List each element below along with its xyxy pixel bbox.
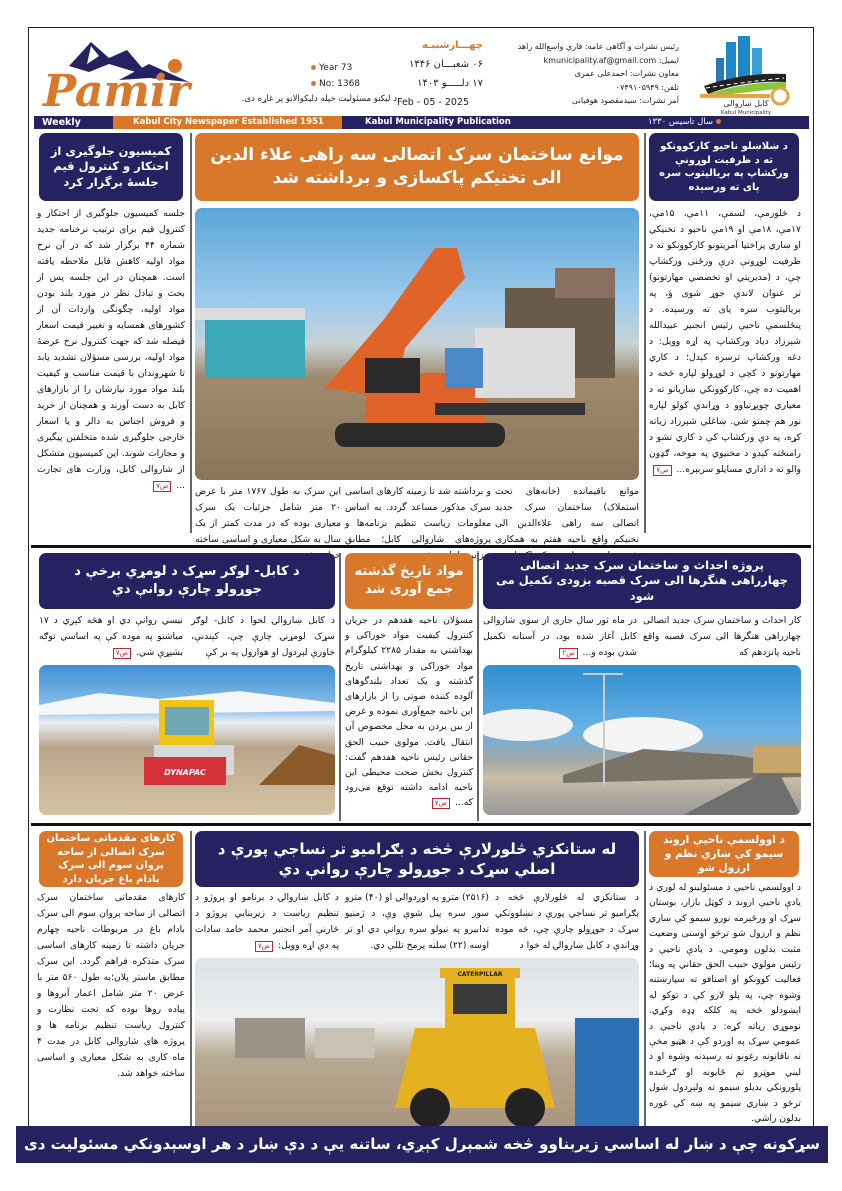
photo-road-roller — [39, 665, 335, 815]
headline-hangarha-road[interactable]: پروژه احداث و ساختمان سرک جدید اتصالی چهارراهی هنگرها الی سرک قصبه بزودی تکمیل می شود — [483, 553, 801, 609]
dates — [397, 36, 483, 112]
section-divider — [31, 545, 811, 548]
column-divider — [190, 831, 192, 1141]
page-ref-badge[interactable]: ص۷ — [255, 941, 273, 952]
roller-brand-label: DYNAPAC — [164, 768, 206, 777]
kabul-municipality-logo — [694, 34, 799, 116]
headline-commission[interactable]: کمیسیون جلوگیری از احتکار و کنترول قیم جلسهٔ برگزار کرد — [39, 133, 183, 201]
photo-grader — [195, 958, 639, 1138]
article-workshop-body — [649, 206, 801, 536]
headline-kabul-logar[interactable]: د کابل- لوګر سړک د لومړي برخې د جوړولو چارې روانې دي — [39, 553, 335, 609]
headline-parwan-road[interactable]: کارهای مقدماتی ساختمان سرک اتصالی از ساحه پروان سوم الی سرک بادام باغ جریان دارد — [39, 831, 183, 887]
headline-workshop[interactable]: د ښلاښلو ناحیو کارکوونکو ته د ظرفیت لوړونې ورکشاپ په بریالیتوب سره پای ته ورسېده — [649, 133, 799, 201]
founded-label: سال تاسیس ۱۳۳۰ — [648, 116, 721, 129]
article-text: د کابل ښاروالۍ د برنامو او پروژو د تنظیم ریاست د زیربنایي پروژو د څارنې آمر انجنیر محمد حامد سادات په دې اړه وویل: — [195, 892, 339, 951]
headline-district-17[interactable]: د اوولسمې ناحیې اروند سیمو کې ښاري نظم و ارزول شو — [649, 831, 799, 877]
logo-text-fa: کابل ښاروالی — [723, 99, 769, 108]
publication-label — [342, 116, 809, 129]
hangarha-col-2 — [483, 613, 637, 663]
stanakzai-col-1: د ستانکزي له څلورلارې څخه د بګرامیو تر نساجي پورې د نښلوونکي سړک د جوړولو چارې چې، څه موده وړاندې د کابل ښاروالۍ له خوا د — [495, 892, 639, 951]
credit-line: رئیس نشرات و آگاهی عامه: قاري واسع‌الله زاهد — [517, 42, 679, 51]
grader-brand-label: CATERPILLAR — [457, 971, 503, 978]
page-ref-badge[interactable]: ص۷ — [113, 648, 131, 659]
column-divider — [644, 831, 646, 1141]
page-ref-badge[interactable]: ص۷ — [653, 465, 671, 476]
credit-line: معاون نشرات: احمدعلی عمری — [574, 69, 679, 78]
article-expired-goods-body — [345, 613, 473, 818]
column-divider — [644, 133, 646, 533]
publication-text: Kabul Municipality Publication — [365, 117, 511, 127]
stanakzai-col-2: (۲۵۱۶) مترو په اوږدوالي او (۴۰) مترو سور سره پیل شوې وې، د ژمنیو تدابیرو په نیولو سره روانې دي او تر اوسه (۲۲) سلنه پرمخ تللې دي. — [345, 892, 489, 951]
footer-slogan-band: سړکونه چې د ښار له اساسي زیربناوو څخه شمېرل کېږي، ساتنه یې د دې ښار د هر اوسېدونکي مسئولیت دی — [16, 1126, 828, 1163]
brand-text: Pamir — [43, 66, 190, 114]
article-text: نیسي روانې دي او هڅه کېږي د ۱۷ میاشتو په موده کې په اساسي توګه بشپړې شي. — [39, 615, 183, 658]
issue-meta — [311, 60, 360, 92]
page-ref-badge[interactable]: ص۷ — [153, 481, 171, 492]
gregorian-date: Feb - 05 - 2025 — [397, 97, 470, 108]
hijri-date: ۰۶ شعبـــان ۱۴۴۶ — [409, 59, 483, 70]
hangarha-col-1: کار احداث و ساختمان سرک جدید اتصالی چهارراهی هنگرها الی سرک قصبه واقع ناحیه پانزدهم که — [643, 615, 801, 658]
column-divider — [190, 133, 192, 533]
credits — [499, 40, 679, 108]
disclaimer: د لیکنو مسئولیت خپله دلیکوالانو پر غاړه دی. — [241, 94, 397, 104]
kabul-logar-col-1: د کابل ښاروالۍ لخوا د کابل- لوګر سړک لومړنۍ چارې چې، کېندنې، خاورې لېږدول او هوارول په بر کې — [191, 615, 335, 658]
article-text: مسؤلان ناحیه هفدهم در جریان کنترول کیفیت مواد خوراکی و بهداشتي به مقدار ۲۲۸۵ کیلوگرام مواد خوراکی و بهداشتی تاریخ گذشته و یک تعداد بلندگوهای آلوده کننده صوتی را از بازارهای این ناحیه جمع‌آوری نموده و غرض از بین بردن به محل مخصوص آن انتقال یافت. مولوی حبیب الحق حقانی رئیس ناحیه هفدهم گفت: کنترول بخش صحت محیطی این ناحیه ادامه داشته توقع می‌رود که... — [345, 615, 473, 809]
masthead — [29, 28, 812, 116]
year: Year 73 — [319, 63, 353, 73]
bullet-icon — [311, 65, 316, 70]
weekly-label: Weekly — [34, 116, 113, 129]
solar-date: ۱۷ دلـــــو ۱۴۰۳ — [417, 78, 483, 89]
article-text: د څلورمې، لسمې، ۱۱مې، ۱۵مې، ۱۷مې، ۱۸مې او ۱۹مې ناحیو د تخنیکي او ښاري پراختیا آمریتونو کارکوونکو ته د ظرفیت لوړونې درې ورځنی ورکشاپ چې، د (مدیریتي او تخصصي مهارتونو) تر عنوان لاندې جوړ شوی ؤ، په بریالیتوب سره پای ته ورسېده. د پنځلسمې ناحیې رئیس انجنیر عبیدالله شېرزاد دیاد ورکشاپ په اړه وویل: د دغه ورکشاپ ترسره کېدل؛ د کاري مهارتونو د کچې د لوړولو لپاره څخه د اهمیت ده چې، کارکوونکي ښاریانو ته د معیاري چوپړتیاوو د وړاندې کولو لپاره نور هم چمتو شي. ښاغلي شېرزاد زیاته کړه، په دې ورکشاپ کې د کاري تشو د رامنځته کېدو د مخنیوي په موخه، ګډون والو ته د اداري مسایلو سربېره... — [649, 208, 801, 475]
bullet-icon — [311, 81, 316, 86]
column-divider — [339, 553, 341, 821]
section-divider — [31, 823, 811, 826]
article-parwan-body: کارهای مقدماتی ساختمان سرک اتصالی از ساحه پروان سوم الی سرک بادام باغ در مربوطات ناحیه چهارم جریان داشته تا زمینه کارهای اساسی سرک متذکره فراهم گردد. این سرک مطابق ماستر پلان؛به طول ۵۶۰ متر با عرض ۲۰ متر شامل اعمار آبروها و پیاده روها بوده که تحت نظارت و کنترول ریاست تنظیم برنامه ها و پروژه های شاروالی کابل در مدت ۴ ماه کاری به شکل معیاری و اساسی ساخته خواهد شد. — [37, 892, 185, 1079]
lead-headline[interactable]: موانع ساختمان سرک اتصالی سه راهی علاء الدین الی تخنیکم پاکسازی و برداشته شد — [195, 133, 639, 201]
kabul-logar-col-2 — [39, 613, 183, 663]
page-ref-badge[interactable]: ص۷ — [432, 798, 450, 809]
road-illustration — [483, 665, 801, 815]
stanakzai-col-3 — [195, 890, 339, 954]
logo-text-en: Kabul Municipality — [720, 110, 772, 116]
headline-stanakzai-road[interactable]: له ستانکزي څلورلارې څخه د بګرامیو تر نساجي پورې د اصلي سړک د جوړولو چارې روانې دي — [195, 831, 639, 887]
article-commission-body — [37, 206, 185, 536]
article-district-17-body: د اوولسمې ناحیې د مسئولینو له لوري د یادې ناحیې اروند د کوټل بازار، بوستان سړک او ورځېرمه نورو سیمو کې ښاري نظم و ارزول شو ترڅو اوسنی وضعیت مثبت بدلون ومومي. د یادې ناحیې د رئیس مولوي حبیب الحق حقاني په وینا؛ فعالیت کوونکو او اصنافو ته سپارښتنه وشوه چې، په پلو لارو کې د توکو له اېښودلو څخه په کلکه ډډه وکړي. نوموړي زیاته کړه: د یادې ناحیې د عمومي سړک په اوږدو کې د هټیو مخې ته ناقانونه رغونو ته رسېدنه وشوه او د لیني موټرو تم ځایونه او ګرځنده پلورونکي بدیلو سیمو ته ولېږدول شول ترڅو د ښاري سیمو په ښه کې غوره بدلون راشي. — [649, 882, 801, 1125]
article-text: جلسه کمیسیون جلوگیری از احتکار و کنترول قیم برای ترتیب نرخنامه جدید شماره ۴۴ برگزار شد که در آن نرخ مواد اولیه کاهش قابل ملاحظه یافته است. همچنان در این جلسه پس از بحث و تبادل نظر در مورد بلند بودن مواد اولیه، چگونگی واردات آن از کشورهای همسایه و تغییر قیمت اسعار فیصله شد که جهت کنترول نرخ عرضهٔ مواد اولیه، بررسی مسؤلان تشدید یابد تا شهروندان با قیمت مناسب و کیفیت بلند مواد مورد نیازشان را از بازارهای کابل به دست آورند و همچنان از خرید و فروش اجناس به دالر و یا اسعار خارجی جلوگیری شده متخلفین پیگیری و مجازات شوند. این کمیسیون متشکل از شاروالی کابل، وزارت های تجارت ... — [37, 208, 185, 491]
lead-col-1: موانع باقیمانده (خانه‌های تحت استملاک) ساختمان سرک جدید اتصالی سه راهی علاءالدین الی تخنیکم واقع ناحیه هفتم به همکاری — [495, 486, 639, 545]
weekday: چهـــارشنبـه — [421, 40, 483, 51]
lead-col-2: و برداشته شد تا زمینه کارهای اساسی سرک مذکور مساعد گردد. به اساس معلومات ریاست تنظیم برنامه‌ها و پروژه‌های شاروالی کابل؛ مطابق دیزاین — [345, 486, 491, 561]
newspaper-page — [28, 27, 814, 1159]
headline-expired-goods[interactable]: مواد تاریخ گذشته جمع آوری شد — [345, 553, 473, 609]
info-band — [34, 116, 809, 129]
pamir-logo — [39, 36, 209, 114]
established-label: Kabul City Newspaper Established 1951 — [113, 116, 342, 129]
grader-illustration — [195, 958, 639, 1138]
photo-new-road — [483, 665, 801, 815]
roller-illustration — [39, 665, 335, 815]
column-divider — [477, 553, 479, 821]
issue-number: No: 1368 — [319, 79, 361, 89]
page-ref-badge[interactable]: ص۲ — [559, 648, 577, 659]
excavator-illustration — [195, 208, 639, 480]
lead-photo-excavator — [195, 208, 639, 480]
lead-col-3: این سرک به طول ۱۷۶۷ متر با عرض ۲۰ متر شامل جزئیات یک سرک معیاری بوده که در مدت کمتر از یک سال به شکل معیاری و اساسی ساخته — [195, 486, 341, 545]
article-text: در ماه ثور سال جاری از سوی شاروالی کابل آغاز شده بود، در آستانه تکمیل شدن بوده و... — [483, 615, 637, 658]
credit-line: آمر نشرات: سیدمقصود هوفیانی — [572, 96, 679, 105]
email-link[interactable]: ایمیل: kmunicipality.af@gmail.com — [543, 55, 679, 65]
phone: تلفن: ۰۷۴۹۱۰۵۹۴۹ — [615, 82, 679, 92]
